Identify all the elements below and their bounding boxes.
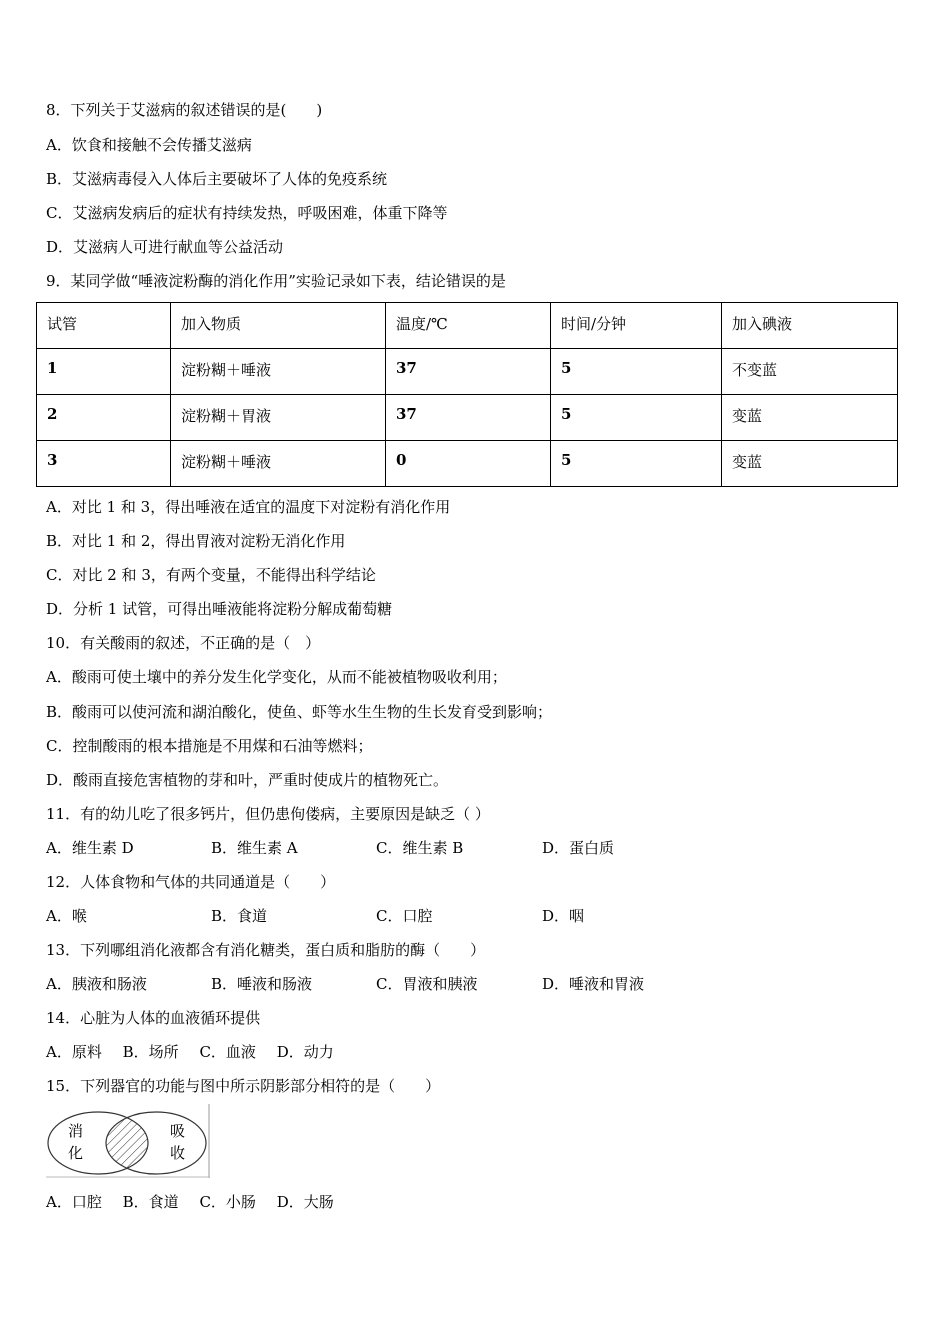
q13-stem: 13．下列哪组消化液都含有消化糖类，蛋白质和脂肪的酶（ ） [46,941,486,959]
q9-option-a: A．对比 1 和 3，得出唾液在适宜的温度下对淀粉有消化作用 [46,498,451,516]
table-cell: 0 [386,441,551,487]
q10-option-a: A．酸雨可使土壤中的养分发生化学变化，从而不能被植物吸收利用； [46,668,507,686]
table-cell: 5 [551,395,722,441]
venn-label-right-1: 吸 [170,1122,186,1140]
table-cell: 淀粉糊＋唾液 [171,441,386,487]
experiment-table [36,302,898,487]
table-cell: 变蓝 [722,395,898,441]
q15-options [46,1191,350,1213]
q15-stem: 15．下列器官的功能与图中所示阴影部分相符的是（ ） [46,1077,441,1095]
q9-option-b: B．对比 1 和 2，得出胃液对淀粉无消化作用 [46,532,346,550]
table-cell: 变蓝 [722,441,898,487]
venn-diagram [46,1104,210,1178]
q15-option-c: C．小肠 [199,1193,256,1211]
table-header-cell: 温度/℃ [386,303,551,349]
venn-label-right-2: 收 [170,1144,186,1162]
q11-option-c: C．维生素 B [376,839,464,857]
q13-options [46,973,686,995]
q8-stem: 8．下列关于艾滋病的叙述错误的是( ) [46,101,323,119]
table-cell: 淀粉糊＋胃液 [171,395,386,441]
q14-options [46,1041,350,1063]
q13-option-a: A．胰液和肠液 [46,975,147,993]
q8-option-a: A．饮食和接触不会传播艾滋病 [46,136,252,154]
q10-option-c: C．控制酸雨的根本措施是不用煤和石油等燃料； [46,737,373,755]
q9-option-d: D．分析 1 试管，可得出唾液能将淀粉分解成葡萄糖 [46,600,393,618]
table-row [37,395,898,441]
table-cell: 1 [37,349,171,395]
q10-option-b: B．酸雨可以使河流和湖泊酸化，使鱼、虾等水生生物的生长发育受到影响； [46,703,553,721]
q13-option-d: D．唾液和胃液 [542,975,645,993]
q9-stem: 9．某同学做“唾液淀粉酶的消化作用”实验记录如下表，结论错误的是 [46,272,506,290]
q8-option-d: D．艾滋病人可进行献血等公益活动 [46,238,284,256]
q13-option-b: B．唾液和肠液 [211,975,313,993]
q11-option-b: B．维生素 A [211,839,298,857]
q14-option-c: C．血液 [199,1043,256,1061]
q15-option-d: D．大肠 [276,1193,334,1211]
table-cell: 2 [37,395,171,441]
q14-stem: 14．心脏为人体的血液循环提供 [46,1009,261,1027]
q10-option-d: D．酸雨直接危害植物的芽和叶，严重时使成片的植物死亡。 [46,771,449,789]
table-cell: 5 [551,441,722,487]
table-header-cell: 时间/分钟 [551,303,722,349]
q15-option-b: B．食道 [122,1193,179,1211]
q12-options [46,905,666,927]
q12-option-c: C．口腔 [376,907,433,925]
q13-option-c: C．胃液和胰液 [376,975,478,993]
table-cell: 不变蓝 [722,349,898,395]
table-row [37,349,898,395]
q14-option-b: B．场所 [122,1043,179,1061]
venn-label-left-1: 消 [68,1122,84,1140]
q14-option-a: A．原料 [46,1043,102,1061]
q12-option-d: D．咽 [542,907,585,925]
table-row [37,441,898,487]
q11-option-a: A．维生素 D [46,839,134,857]
table-cell: 淀粉糊＋唾液 [171,349,386,395]
table-header-cell: 试管 [37,303,171,349]
q9-option-c: C．对比 2 和 3，有两个变量，不能得出科学结论 [46,566,376,584]
q11-option-d: D．蛋白质 [542,839,615,857]
venn-diagram-svg [46,1104,210,1178]
q15-option-a: A．口腔 [46,1193,102,1211]
q11-stem: 11．有的幼儿吃了很多钙片，但仍患佝偻病，主要原因是缺乏（ ） [46,805,490,823]
q12-option-b: B．食道 [211,907,268,925]
q14-option-d: D．动力 [276,1043,334,1061]
table-cell: 5 [551,349,722,395]
q12-option-a: A．喉 [46,907,87,925]
venn-label-left-2: 化 [68,1144,84,1162]
q8-option-b: B．艾滋病毒侵入人体后主要破坏了人体的免疫系统 [46,170,388,188]
q11-options [46,837,666,859]
table-cell: 3 [37,441,171,487]
table-cell: 37 [386,349,551,395]
table-header-cell: 加入碘液 [722,303,898,349]
q10-stem: 10．有关酸雨的叙述，不正确的是（ ） [46,634,321,652]
table-header-row [37,303,898,349]
table-header-cell: 加入物质 [171,303,386,349]
table-cell: 37 [386,395,551,441]
q12-stem: 12．人体食物和气体的共同通道是（ ） [46,873,336,891]
q8-option-c: C．艾滋病发病后的症状有持续发热，呼吸困难，体重下降等 [46,204,448,222]
